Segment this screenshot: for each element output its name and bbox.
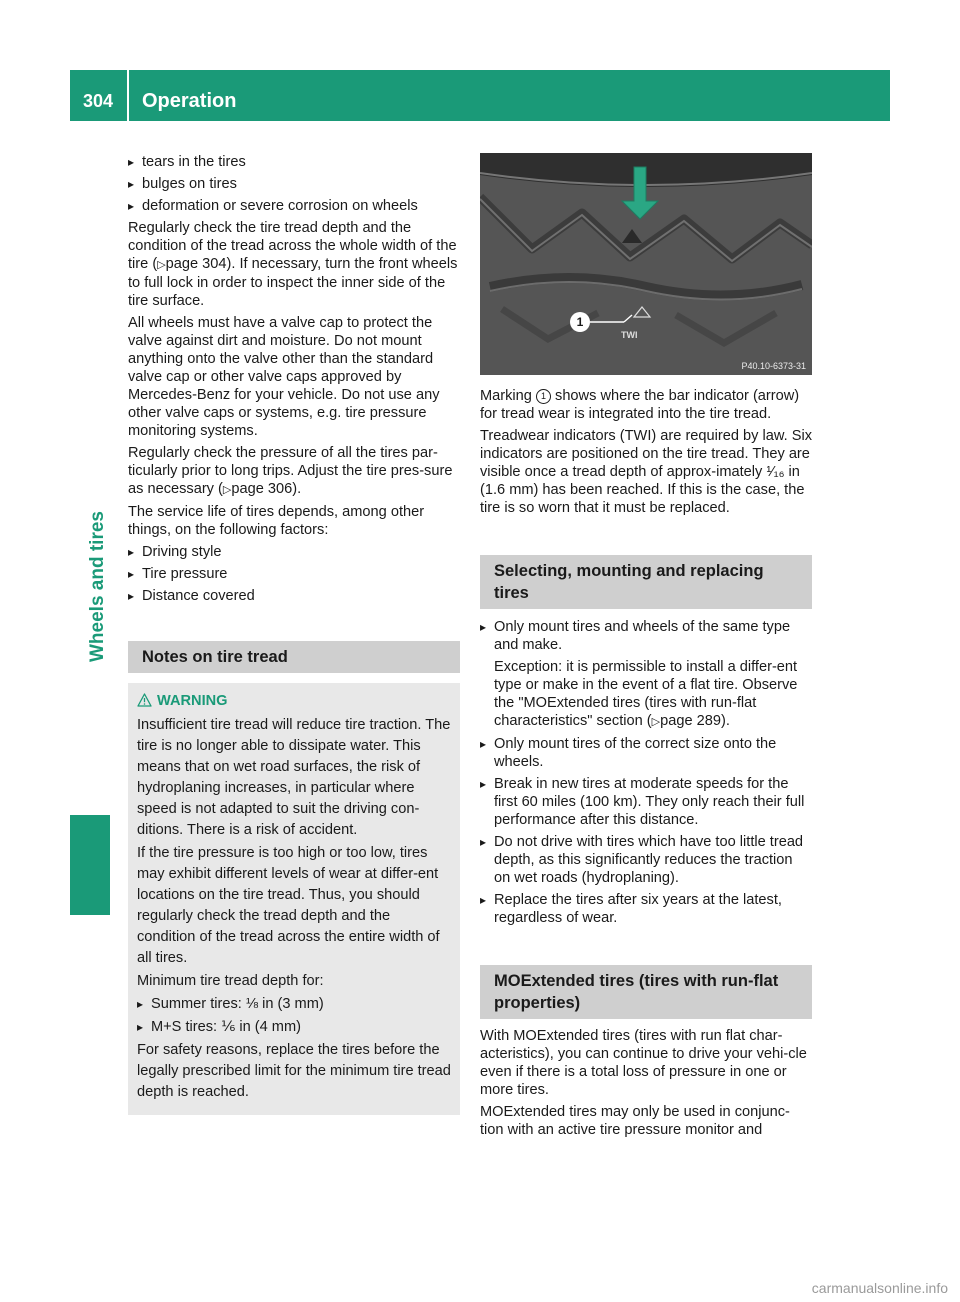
heading-notes-on-tire-tread: Notes on tire tread (128, 641, 460, 673)
section-title: Operation (142, 90, 237, 112)
list-item: ▸ Do not drive with tires which have too little tread depth, as this significantly reduces the traction on wet roads (hydroplaning). (480, 833, 812, 887)
warning-title: WARNING (137, 691, 451, 711)
page-number: 304 (82, 91, 114, 111)
list-item: ▸ tears in the tires (128, 153, 460, 171)
paragraph-pressure-check: Regularly check the pressure of all the tires par-ticularly prior to long trips. Adjust the tire pres-sure as necessary (▷page 306). (128, 445, 453, 497)
right-column (480, 153, 812, 1143)
marker-1: 1 (570, 312, 590, 332)
list-item: ▸ Only mount tires of the correct size onto the wheels. (480, 735, 812, 771)
selecting-list (480, 618, 812, 927)
list-item: ▸ Only mount tires and wheels of the same type and make. (480, 618, 812, 654)
exception-paragraph: Exception: it is permissible to install a differ-ent type or make in the event of a flat tire. Observe the "MOExtended tires (tires with run-flat characteristics" section (▷page 289). (494, 659, 798, 729)
paragraph-marking: Marking 1 shows where the bar indicator (arrow) for tread wear is integrated into the tire tread. (480, 388, 800, 422)
list-item: ▸ Driving style (128, 543, 460, 561)
ref-arrow-icon: ▷ (157, 259, 166, 271)
left-column (128, 153, 460, 1115)
paragraph-moextended-1: With MOExtended tires (tires with run flat char-acteristics), you can continue to drive your vehi-cle even if there is a total loss of pressure in one or more tires. (480, 1028, 807, 1098)
paragraph-twi: Treadwear indicators (TWI) are required by law. Six indicators are positioned on the tire tread. They are visible once a tread depth of approx-imately ¹⁄₁₆ in (1.6 mm) has been reached. If this is the case, the tire is so worn that it must be replaced. (480, 428, 812, 516)
heading-selecting-tires: Selecting, mounting and replacing tires (480, 555, 812, 609)
header-bar (70, 70, 890, 121)
warning-box (128, 683, 460, 1115)
list-item: ▸ Replace the tires after six years at the latest, regardless of wear. (480, 891, 812, 927)
header-divider (127, 70, 129, 121)
paragraph-valve-caps: All wheels must have a valve cap to protect the valve against dirt and moisture. Do not mount anything onto the valve other than the standard valve cap or other valve caps approved by Mercedes-Benz for your vehicle. Do not use any other valve caps or systems, e.g. tire pressure monitoring systems. (128, 315, 440, 439)
tire-tread-figure (480, 153, 812, 375)
paragraph-tread-check: Regularly check the tire tread depth and the condition of the tread across the whole width of the tire (▷page 304). If necessary, turn the front wheels to full lock in order to inspect the inner side of the tire surface. (128, 220, 458, 309)
list-item: ▸ Summer tires: ⅛ in (3 mm) (137, 994, 451, 1015)
side-tab-label: Wheels and tires (87, 511, 108, 662)
warning-paragraph: Insufficient tire tread will reduce tire traction. The tire is no longer able to dissipate water. This means that on wet road surfaces, the risk of hydroplaning increases, in particular where speed is not adapted to suit the driving con-ditions. There is a risk of accident. (137, 717, 451, 838)
watermark: carmanualsonline.info (811, 1280, 948, 1296)
heading-moextended-tires: MOExtended tires (tires with run-flat properties) (480, 965, 812, 1019)
twi-label: TWI (621, 330, 638, 340)
tire-tread-illustration (480, 153, 812, 375)
ref-arrow-icon: ▷ (651, 716, 661, 728)
side-tab-block (70, 815, 110, 915)
list-item: ▸ M+S tires: ⅙ in (4 mm) (137, 1017, 451, 1038)
warning-paragraph: Minimum tire tread depth for: (137, 973, 324, 989)
list-item: ▸ Tire pressure (128, 565, 460, 583)
marker-1-ref-icon: 1 (536, 389, 551, 404)
list-item: ▸ Distance covered (128, 587, 460, 605)
list-item: ▸ bulges on tires (128, 175, 460, 193)
paragraph-moextended-2: MOExtended tires may only be used in conjunc-tion with an active tire pressure monitor and (480, 1104, 790, 1138)
ref-arrow-icon: ▷ (222, 484, 232, 496)
warning-triangle-icon (137, 693, 152, 707)
paragraph-service-life: The service life of tires depends, among other things, on the following factors: (128, 504, 425, 538)
figure-code: P40.10-6373-31 (741, 361, 806, 371)
list-item: ▸ deformation or severe corrosion on wheels (128, 197, 460, 215)
list-item: ▸ Break in new tires at moderate speeds for the first 60 miles (100 km). They only reach their full performance after this distance. (480, 775, 812, 829)
warning-paragraph: If the tire pressure is too high or too low, tires may exhibit different levels of wear at differ-ent locations on the tire tread. Thus, you should regularly check the tread depth and the condition of the tread across the entire width of all tires. (137, 845, 440, 966)
warning-paragraph: For safety reasons, replace the tires before the legally prescribed limit for the minimum tire tread depth is reached. (137, 1042, 451, 1100)
